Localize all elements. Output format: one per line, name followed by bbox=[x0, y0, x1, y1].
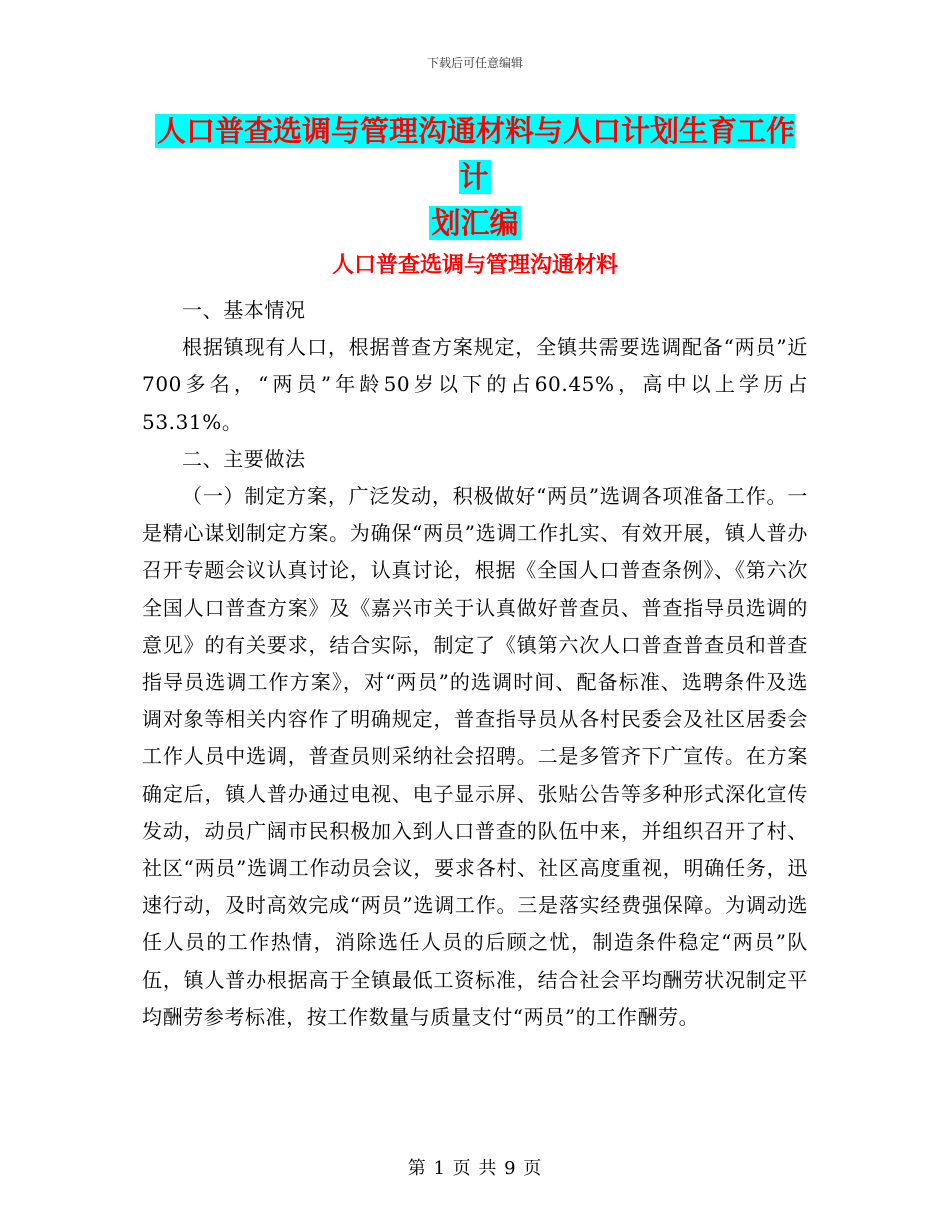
page-footer: 第 1 页 共 9 页 bbox=[407, 1158, 543, 1179]
heading-main-practices: 二、主要做法 bbox=[182, 446, 306, 471]
document-title bbox=[140, 108, 810, 246]
paragraph-main-practices: （一）制定方案，广泛发动，积极做好“两员”选调各项准备工作。一是精心谋划制定方案。为确保“两员”选调工作扎实、有效开展，镇人普办召开专题会议认真讨论，认真讨论，根据《全国人口普查条例》、《第六次全国人口普查方案》及《嘉兴市关于认真做好普查员、普查指导员选调的意见》的有关要求，结合实际，制定了《镇第六次人口普查普查员和普查指导员选调工作方案》，对“两员”的选调时间、配备标准、选聘条件及选调对象等相关内容作了明确规定，普查指导员从各村民委会及社区居委会工作人员中选调，普查员则采纳社会招聘。二是多管齐下广宣传。在方案确定后，镇人普办通过电视、电子显示屏、张贴公告等多种形式深化宣传发动，动员广阔市民积极加入到人口普查的队伍中来，并组织召开了村、社区“两员”选调工作动员会议，要求各村、社区高度重视，明确任务，迅速行动，及时高效完成“两员”选调工作。三是落实经费强保障。为调动选任人员的工作热情，消除选任人员的后顾之忧，制造条件稳定“两员”队伍，镇人普办根据高于全镇最低工资标准，结合社会平均酬劳状况制定平均酬劳参考标准，按工作数量与质量支付“两员”的工作酬劳。 bbox=[142, 484, 808, 1029]
title-line-1: 人口普查选调与管理沟通材料与人口计划生育工作计 bbox=[156, 114, 795, 194]
section-title: 人口普查选调与管理沟通材料 bbox=[331, 253, 618, 278]
header-note: 下载后可任意编辑 bbox=[426, 56, 523, 70]
body-text bbox=[142, 292, 808, 1036]
paragraph-basic-situation: 根据镇现有人口，根据普查方案规定，全镇共需要选调配备“两员”近700多名，“两员”年龄50岁以下的占60.45%，高中以上学历占53.31%。 bbox=[142, 335, 808, 434]
title-line-2: 划汇编 bbox=[431, 206, 519, 240]
heading-basic-situation: 一、基本情况 bbox=[182, 298, 306, 322]
